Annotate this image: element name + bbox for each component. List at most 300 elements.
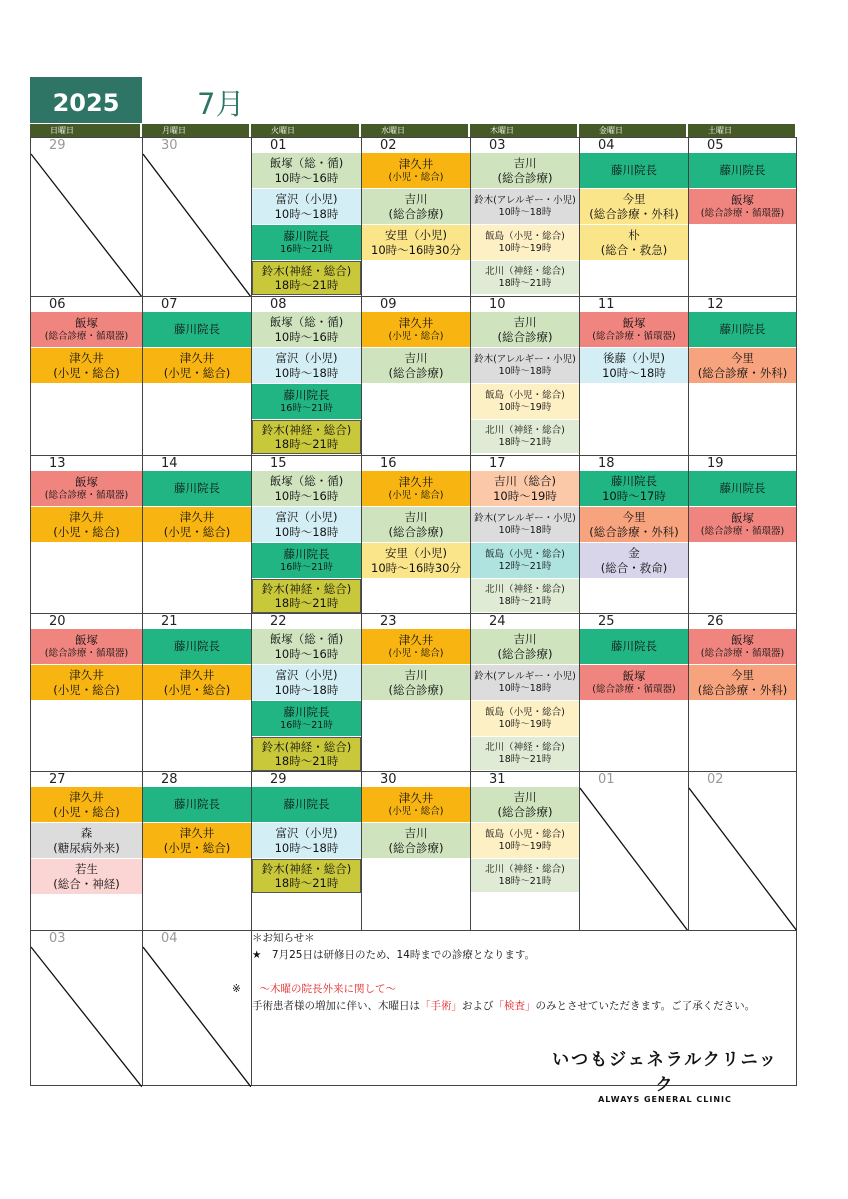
day-cell	[470, 455, 579, 614]
day-number: 08	[270, 297, 287, 312]
doctor-name: 富沢（小児)	[275, 826, 338, 841]
day-number: 27	[49, 772, 66, 787]
doctor-name: 津久井	[398, 633, 434, 648]
schedule-block	[471, 629, 579, 665]
day-number: 19	[707, 456, 724, 471]
doctor-name: 津久井	[398, 791, 434, 806]
doctor-name: 北川（神経・総合)	[485, 265, 565, 277]
schedule-block	[689, 507, 796, 543]
schedule-block	[689, 629, 796, 665]
day-cell	[30, 137, 142, 296]
schedule-block	[31, 471, 142, 507]
day-cell	[688, 296, 797, 455]
schedule-detail: (総合診療)	[388, 206, 444, 221]
schedule-detail: (総合診療)	[497, 329, 553, 344]
day-number: 28	[161, 772, 178, 787]
doctor-name: 鈴木(神経・総合)	[261, 263, 352, 278]
doctor-name: 藤川院長	[283, 797, 330, 812]
schedule-block	[252, 471, 361, 507]
schedule-block	[252, 312, 361, 348]
unavailable-slash	[580, 772, 688, 931]
schedule-block	[252, 189, 361, 225]
day-cell	[470, 613, 579, 772]
doctor-name: 飯島（小児・総合)	[485, 389, 565, 401]
doctor-name: 藤川院長	[611, 639, 657, 654]
day-number: 12	[707, 297, 724, 312]
notice-text-exam: 「検査」	[493, 1000, 536, 1012]
doctor-name: 吉川	[404, 351, 428, 366]
schedule-block	[143, 823, 251, 859]
schedule-detail: 18時～21時	[274, 876, 339, 890]
doctor-name: 富沢（小児)	[275, 192, 338, 207]
schedule-detail: 18時～21時	[274, 437, 339, 451]
day-number: 18	[598, 456, 615, 471]
day-cell	[30, 930, 142, 1086]
doctor-name: 津久井	[398, 316, 434, 331]
schedule-block	[580, 629, 688, 665]
schedule-block	[689, 348, 796, 384]
doctor-name: 飯塚（総・循)	[269, 315, 344, 330]
schedule-detail: (総合診療・循環器)	[44, 330, 129, 342]
doctor-name: 鈴木(アレルギー・小児)	[474, 670, 576, 682]
doctor-name: 飯塚	[75, 316, 98, 331]
day-cell	[251, 613, 361, 772]
day-number: 24	[489, 614, 506, 629]
doctor-name: 津久井	[69, 510, 104, 525]
doctor-name: 藤川院長	[283, 705, 330, 720]
schedule-block	[689, 471, 796, 507]
schedule-detail: (小児・総合)	[388, 647, 444, 659]
schedule-detail: (総合・救命)	[600, 560, 668, 575]
doctor-name: 吉川	[404, 668, 428, 683]
schedule-block	[580, 225, 688, 261]
schedule-block	[471, 261, 579, 295]
schedule-detail: (総合診療・循環器)	[700, 647, 785, 659]
doctor-name: 鈴木(神経・総合)	[261, 422, 352, 437]
schedule-detail: 10時～18時	[274, 365, 339, 380]
doctor-name: 飯塚	[622, 669, 646, 684]
doctor-name: 津久井	[179, 510, 215, 525]
schedule-block	[362, 543, 470, 579]
doctor-name: 津久井	[398, 475, 434, 490]
schedule-detail: (小児・総合)	[53, 804, 120, 819]
doctor-name: 藤川院長	[174, 481, 220, 496]
doctor-name: 今里	[731, 351, 754, 366]
schedule-block	[471, 665, 579, 701]
day-cell	[30, 455, 142, 614]
schedule-block	[471, 579, 579, 613]
doctor-name: 津久井	[179, 351, 215, 366]
day-cell	[251, 137, 361, 296]
notice-item-2-body	[252, 998, 792, 1015]
weekday-header: 水曜日	[361, 124, 468, 137]
schedule-detail: (小児・総合)	[388, 805, 444, 817]
schedule-detail: (小児・総合)	[388, 489, 444, 501]
schedule-detail: (小児・総合)	[163, 524, 231, 539]
schedule-detail: (総合診療)	[388, 682, 444, 697]
schedule-detail: 18時～21時	[498, 875, 552, 887]
doctor-name: 藤川院長	[174, 797, 220, 812]
weekday-header: 土曜日	[688, 124, 795, 137]
schedule-detail: (小児・総合)	[53, 365, 120, 380]
schedule-detail: (小児・総合)	[388, 330, 444, 342]
schedule-detail: (小児・総合)	[53, 524, 120, 539]
schedule-block	[580, 153, 688, 189]
doctor-name: 今里	[622, 510, 646, 525]
schedule-detail: 10時～17時	[602, 488, 666, 503]
day-number: 30	[161, 138, 178, 153]
schedule-block	[252, 153, 361, 189]
schedule-detail: 10時～19時	[498, 840, 552, 852]
schedule-detail: (総合診療)	[497, 804, 553, 819]
day-number: 10	[489, 297, 506, 312]
day-cell	[579, 771, 688, 930]
doctor-name: 森	[80, 826, 93, 841]
schedule-block	[689, 665, 796, 701]
schedule-block	[362, 153, 470, 189]
notice-item-1: ★ 7月25日は研修日のため、14時までの診療となります。	[252, 949, 536, 961]
schedule-detail: 18時～21時	[498, 436, 552, 448]
weekday-header: 木曜日	[470, 124, 577, 137]
doctor-name: 北川（神経・総合)	[485, 424, 565, 436]
schedule-detail: 10時～19時	[498, 242, 552, 254]
schedule-block	[362, 665, 470, 701]
unavailable-slash	[689, 772, 797, 931]
day-cell	[361, 771, 470, 930]
schedule-block	[252, 787, 361, 823]
schedule-detail: 10時～18時	[274, 206, 339, 221]
doctor-name: 飯塚	[622, 316, 646, 331]
schedule-block	[252, 629, 361, 665]
schedule-detail: (総合診療・循環器)	[592, 683, 676, 695]
schedule-detail: 10時～18時	[498, 524, 552, 536]
notice-box	[232, 930, 792, 1015]
schedule-block	[31, 787, 142, 823]
schedule-detail: (小児・総合)	[163, 840, 231, 855]
day-number: 15	[270, 456, 287, 471]
notice-mark: ※	[232, 983, 241, 995]
day-cell	[142, 455, 251, 614]
schedule-detail: 10時～18時	[498, 365, 552, 377]
schedule-block	[580, 189, 688, 225]
day-number: 01	[270, 138, 287, 153]
day-number: 09	[380, 297, 397, 312]
day-cell	[361, 296, 470, 455]
doctor-name: 飯島（小児・総合)	[485, 548, 565, 560]
day-cell	[470, 771, 579, 930]
doctor-name: 安里（小児)	[385, 546, 447, 561]
schedule-block	[143, 787, 251, 823]
schedule-block	[471, 384, 579, 420]
schedule-detail: (総合・救急)	[600, 242, 668, 257]
schedule-block	[689, 189, 796, 225]
schedule-block	[689, 312, 796, 348]
schedule-block	[31, 629, 142, 665]
doctor-name: 富沢（小児)	[275, 668, 338, 683]
doctor-name: 津久井	[179, 668, 215, 683]
schedule-block	[252, 737, 361, 771]
unavailable-slash	[31, 931, 142, 1087]
year-label: 2025	[30, 77, 142, 123]
day-number: 31	[489, 772, 506, 787]
day-cell	[142, 137, 251, 296]
schedule-block	[252, 665, 361, 701]
doctor-name: 飯島（小児・総合)	[485, 706, 565, 718]
schedule-detail: 16時～21時	[280, 402, 333, 414]
day-cell	[251, 455, 361, 614]
doctor-name: 富沢（小児)	[275, 510, 338, 525]
day-number: 20	[49, 614, 66, 629]
schedule-detail: (小児・総合)	[163, 365, 231, 380]
day-number: 29	[270, 772, 287, 787]
day-number: 29	[49, 138, 66, 153]
schedule-detail: (総合・神経)	[53, 876, 120, 891]
schedule-detail: 10時～18時	[602, 365, 666, 380]
doctor-name: 飯塚（総・循)	[269, 156, 344, 171]
schedule-block	[252, 579, 361, 613]
day-cell	[251, 296, 361, 455]
day-number: 03	[489, 138, 506, 153]
day-number: 07	[161, 297, 178, 312]
day-number: 23	[380, 614, 397, 629]
schedule-block	[471, 859, 579, 893]
schedule-block	[471, 701, 579, 737]
day-cell	[30, 771, 142, 930]
schedule-detail: 10時～19時	[493, 488, 557, 503]
month-label: 7月	[197, 87, 245, 121]
schedule-detail: 18時～21時	[274, 596, 339, 610]
weekday-header: 金曜日	[579, 124, 686, 137]
schedule-block	[471, 153, 579, 189]
schedule-detail: (小児・総合)	[388, 171, 444, 183]
doctor-name: 北川（神経・総合)	[485, 741, 565, 753]
day-number: 06	[49, 297, 66, 312]
doctor-name: 富沢（小児)	[275, 351, 338, 366]
schedule-detail: (糖尿病外来)	[53, 840, 120, 855]
schedule-detail: 10時～16時	[274, 329, 339, 344]
clinic-name-jp: いつもジェネラルクリニック	[552, 1050, 778, 1095]
schedule-block	[580, 348, 688, 384]
clinic-logo	[545, 1045, 785, 1104]
clinic-name-en: ALWAYS GENERAL CLINIC	[598, 1095, 732, 1104]
schedule-block	[252, 507, 361, 543]
schedule-block	[143, 471, 251, 507]
day-cell	[579, 455, 688, 614]
schedule-block	[362, 312, 470, 348]
doctor-name: 北川（神経・総合)	[485, 583, 565, 595]
doctor-name: 飯島（小児・総合)	[485, 230, 565, 242]
schedule-block	[362, 189, 470, 225]
doctor-name: 吉川	[513, 315, 537, 330]
weekday-header: 月曜日	[142, 124, 249, 137]
day-number: 22	[270, 614, 287, 629]
schedule-detail: 16時～21時	[280, 719, 333, 731]
day-cell	[470, 296, 579, 455]
schedule-detail: 10時～18時	[274, 682, 339, 697]
schedule-detail: 18時～21時	[498, 753, 552, 765]
schedule-block	[362, 471, 470, 507]
schedule-detail: (総合診療・外科)	[589, 206, 679, 221]
day-cell	[361, 455, 470, 614]
day-number: 17	[489, 456, 506, 471]
day-number: 02	[707, 772, 724, 787]
schedule-detail: (総合診療・循環器)	[44, 489, 129, 501]
day-number: 03	[49, 931, 66, 946]
day-number: 13	[49, 456, 66, 471]
schedule-block	[252, 859, 361, 893]
doctor-name: 藤川院長	[283, 388, 330, 403]
day-number: 01	[598, 772, 615, 787]
schedule-block	[471, 471, 579, 507]
schedule-detail: (総合診療・循環器)	[700, 207, 785, 219]
schedule-block	[471, 420, 579, 454]
doctor-name: 藤川院長	[611, 474, 657, 489]
schedule-block	[252, 261, 361, 295]
schedule-detail: 10時～16時	[274, 646, 339, 661]
schedule-detail: (総合診療・循環器)	[700, 525, 785, 537]
doctor-name: 飯塚	[75, 633, 98, 648]
doctor-name: 鈴木(アレルギー・小児)	[474, 194, 576, 206]
doctor-name: 藤川院長	[174, 639, 220, 654]
notice-text-pre: 手術患者様の増加に伴い、木曜日は	[252, 1000, 420, 1012]
day-cell	[361, 613, 470, 772]
schedule-block	[362, 823, 470, 859]
doctor-name: 飯塚	[731, 511, 754, 526]
schedule-block	[471, 348, 579, 384]
schedule-block	[143, 348, 251, 384]
unavailable-slash	[143, 138, 251, 297]
schedule-block	[471, 225, 579, 261]
doctor-name: 飯塚（総・循)	[269, 474, 344, 489]
schedule-block	[252, 384, 361, 420]
doctor-name: 藤川院長	[174, 322, 220, 337]
schedule-block	[31, 507, 142, 543]
day-cell	[251, 771, 361, 930]
notice-text-mid: および	[462, 1000, 494, 1012]
schedule-block	[471, 737, 579, 771]
doctor-name: 吉川	[513, 632, 537, 647]
day-cell	[30, 296, 142, 455]
doctor-name: 鈴木(神経・総合)	[261, 739, 352, 754]
doctor-name: 津久井	[179, 826, 215, 841]
schedule-block	[362, 629, 470, 665]
schedule-detail: 10時～19時	[498, 401, 552, 413]
day-number: 30	[380, 772, 397, 787]
doctor-name: 藤川院長	[719, 163, 766, 178]
schedule-block	[580, 312, 688, 348]
schedule-block	[580, 507, 688, 543]
schedule-detail: 10時～16時30分	[371, 560, 461, 575]
doctor-name: 鈴木(アレルギー・小児)	[474, 512, 576, 524]
weekday-header: 日曜日	[30, 124, 140, 137]
schedule-block	[471, 823, 579, 859]
schedule-detail: 10時～18時	[498, 206, 552, 218]
schedule-block	[580, 471, 688, 507]
doctor-name: 吉川	[513, 156, 537, 171]
day-number: 26	[707, 614, 724, 629]
day-cell	[688, 455, 797, 614]
schedule-detail: 10時～18時	[274, 840, 339, 855]
schedule-detail: 18時～21時	[274, 278, 339, 292]
doctor-name: 津久井	[69, 790, 104, 805]
day-cell	[30, 613, 142, 772]
doctor-name: 飯島（小児・総合)	[485, 828, 565, 840]
schedule-detail: 16時～21時	[280, 243, 333, 255]
doctor-name: 吉川（総合)	[494, 474, 556, 489]
schedule-block	[31, 859, 142, 895]
schedule-block	[252, 823, 361, 859]
schedule-block	[31, 312, 142, 348]
day-cell	[579, 137, 688, 296]
doctor-name: 藤川院長	[283, 229, 330, 244]
doctor-name: 安里（小児)	[385, 228, 447, 243]
schedule-detail: 12時～21時	[498, 560, 552, 572]
weekday-header: 火曜日	[251, 124, 359, 137]
day-cell	[688, 771, 797, 930]
doctor-name: 吉川	[513, 790, 537, 805]
schedule-detail: (総合診療)	[388, 524, 444, 539]
notice-item-2-title: ～木曜の院長外来に関して～	[259, 983, 396, 995]
schedule-block	[252, 225, 361, 261]
schedule-block	[362, 507, 470, 543]
day-number: 04	[598, 138, 615, 153]
doctor-name: 飯塚	[731, 193, 754, 208]
doctor-name: 津久井	[398, 157, 434, 172]
schedule-block	[362, 225, 470, 261]
doctor-name: 鈴木(神経・総合)	[261, 861, 352, 876]
doctor-name: 藤川院長	[719, 481, 766, 496]
schedule-block	[143, 665, 251, 701]
notice-text-post: のみとさせていただきます。ご了承ください。	[535, 1000, 756, 1012]
schedule-block	[471, 507, 579, 543]
schedule-block	[471, 787, 579, 823]
schedule-block	[362, 348, 470, 384]
doctor-name: 後藤（小児)	[603, 351, 665, 366]
schedule-block	[580, 665, 688, 701]
schedule-block	[362, 787, 470, 823]
schedule-detail: 10時～18時	[498, 682, 552, 694]
doctor-name: 今里	[731, 668, 754, 683]
schedule-detail: (総合診療・外科)	[697, 365, 788, 380]
day-cell	[470, 137, 579, 296]
doctor-name: 藤川院長	[283, 547, 330, 562]
schedule-block	[471, 312, 579, 348]
schedule-detail: 10時～19時	[498, 718, 552, 730]
schedule-block	[143, 507, 251, 543]
schedule-detail: (総合診療)	[388, 365, 444, 380]
schedule-detail: 10時～16時30分	[371, 242, 461, 257]
day-number: 25	[598, 614, 615, 629]
schedule-block	[471, 543, 579, 579]
doctor-name: 若生	[75, 862, 98, 877]
schedule-detail: (総合診療)	[497, 170, 553, 185]
schedule-block	[580, 543, 688, 579]
schedule-detail: (小児・総合)	[53, 682, 120, 697]
day-cell	[579, 613, 688, 772]
day-number: 21	[161, 614, 178, 629]
doctor-name: 鈴木(神経・総合)	[261, 581, 352, 596]
schedule-detail: (総合診療)	[388, 840, 444, 855]
schedule-block	[143, 629, 251, 665]
schedule-block	[252, 348, 361, 384]
day-cell	[142, 930, 251, 1086]
doctor-name: 北川（神経・総合)	[485, 863, 565, 875]
schedule-block	[471, 189, 579, 225]
doctor-name: 津久井	[69, 351, 104, 366]
schedule-detail: 18時～21時	[498, 595, 552, 607]
unavailable-slash	[143, 931, 251, 1087]
schedule-block	[689, 153, 796, 189]
